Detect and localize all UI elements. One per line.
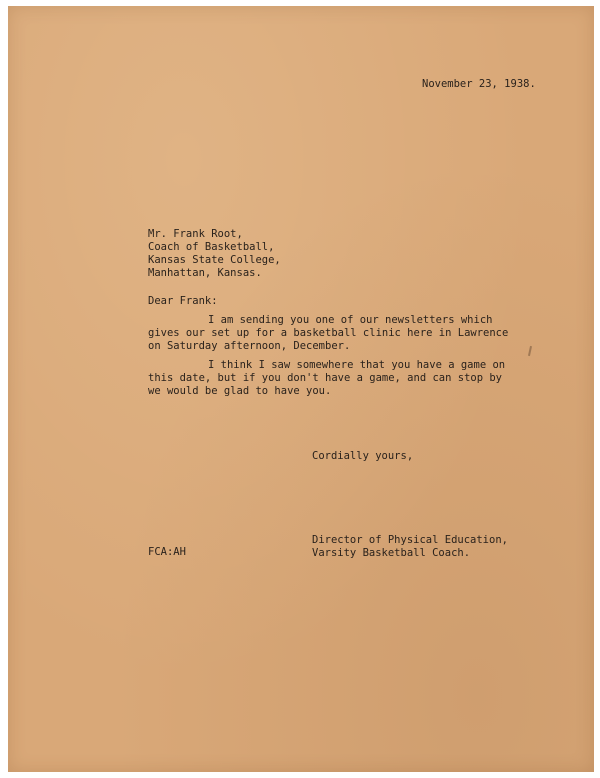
paragraph-1-line: I am sending you one of our newsletters which [208,314,493,326]
recipient-title: Coach of Basketball, [148,241,275,253]
paragraph-1-line: gives our set up for a basketball clinic here in Lawrence [148,327,509,339]
recipient-organization: Kansas State College, [148,254,281,266]
paragraph-2-line: we would be glad to have you. [148,385,332,397]
closing: Cordially yours, [312,450,414,462]
letter-date: November 23, 1938. [422,78,536,90]
paragraph-2-line: I think I saw somewhere that you have a game on [208,359,506,371]
letter-page [8,6,594,772]
paragraph-2-line: this date, but if you don't have a game, and can stop by [148,372,503,384]
paragraph-1-line: on Saturday afternoon, December. [148,340,351,352]
recipient-location: Manhattan, Kansas. [148,267,262,279]
recipient-name: Mr. Frank Root, [148,228,243,240]
salutation: Dear Frank: [148,295,218,307]
reference-initials: FCA:AH [148,546,186,558]
signature-title: Director of Physical Education, [312,534,508,546]
pencil-mark [528,346,532,356]
signature-title: Varsity Basketball Coach. [312,547,471,559]
